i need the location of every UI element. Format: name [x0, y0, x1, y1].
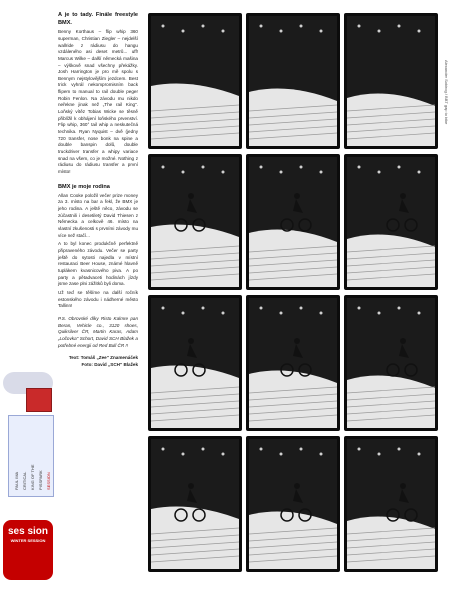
session-logo — [3, 520, 53, 580]
logo-subtext: WINTER SESSION — [10, 538, 46, 543]
photo-frame — [344, 295, 438, 431]
credit-photo: Foto: David „SCH" Blažek — [81, 361, 138, 367]
bmx-rider-photo — [249, 157, 337, 287]
thanks-note: P.S. Obrovské díky Risto Kalmre pan Beran, Vehicle co., 3120 shoes, Quiksilver ČR, Martin Karas, Adam „Ločovka" Schort, David SCH Blažek a potřebné energii od Red Bull ČR !! — [58, 315, 138, 348]
poster-tag: SESSION — [46, 472, 51, 490]
paragraph: Benny Korthaus – flip whip 360 superman, Christian Ziegler – nejdelší wallride z rádiusu do hangu vzdáleného asi deset metrů... uff! Marcus Wilke – další německá mašina – výškově snad všechny překážky. Josh Harrington je pro mě spolu s Bennym nejstylovějším jezdcem. Best trick vyhrál nekompromisním back flipem to manual to rail double peger Robin Fenlon. Na závodu mu nikdo neřekne jinak než „The rail King". Loňský vítěz Tobias Wicke se těsně přiblížil k obhájení loňského prvenství. Flip whip, 360° tail whip a neskutečná technika. Ryan Nyquist – dvě (jedny 720 transfer, nose bonk na spine a double banspin dolů, double truckdriver transfer a whipy variace snad na všem, co je možné. Nothing z rádiusu do rádiusu transfer a první místo! — [58, 29, 138, 174]
bmx-rider-photo — [347, 298, 435, 428]
photo-frame — [246, 154, 340, 290]
photo-frame — [344, 436, 438, 572]
poster-line: PAUL IMA — [14, 471, 19, 490]
photo-frame — [148, 295, 242, 431]
bmx-rider-photo — [151, 439, 239, 569]
paragraph: Allan Cooke položil večer prize money za 3. místo na bar a řekl, že BMX je jeho rodina. A ještě něco, závodu se zúčastnili i desetiletý David Thiesen z Německa a celkově 46. místo na vlastní zkušenosti s prvními závody mu více než stačí... — [58, 192, 138, 238]
bmx-rider-photo — [347, 16, 435, 146]
photo-frame — [148, 154, 242, 290]
paragraph: Už teď se těšíme na další ročník estonského závodu i nádherné město Tallinn! — [58, 289, 138, 309]
bmx-rider-photo — [347, 157, 435, 287]
photo-frame — [246, 436, 340, 572]
photo-frame — [344, 13, 438, 149]
photo-frame — [344, 154, 438, 290]
poster-line: CRITICAL — [22, 471, 27, 490]
photo-frame — [148, 436, 242, 572]
bmx-rider-photo — [151, 16, 239, 146]
paragraph: A to byl konec produkčně perfektně připraveného závodu. Večer se party ještě do sytosti najedla v místní restauraci Beer House, známé hlavně tuplákem kvasnicového piva. A po party a pětadvaceti hodinách jízdy jsme zase plni zážitků byli doma. — [58, 241, 138, 287]
bmx-rider-photo — [151, 157, 239, 287]
bmx-rider-photo — [249, 16, 337, 146]
logo-text: ses sion — [7, 526, 49, 537]
poster-line: KING OF THE — [30, 464, 35, 490]
event-poster-ad — [0, 370, 56, 600]
bmx-rider-photo — [151, 298, 239, 428]
bmx-rider-photo — [249, 439, 337, 569]
bmx-rider-photo — [249, 298, 337, 428]
credit-text: Text: Tomáš „Zee" Znamenáček — [68, 355, 138, 361]
section-heading-bmx-family: BMX je moje rodina — [58, 183, 110, 190]
article-text-column — [58, 4, 138, 369]
photo-caption-vertical: Alexander Sokirog / BBT gap to bike — [444, 60, 449, 125]
credits — [58, 355, 138, 368]
bmx-rider-photo — [347, 439, 435, 569]
red-bull-can-icon — [26, 388, 52, 412]
section-heading-finale: A je to tady. Finále freestyle BMX. — [58, 12, 138, 27]
photo-frame — [246, 13, 340, 149]
photo-frame — [148, 13, 242, 149]
poster-line: PISSPARK — [38, 470, 43, 490]
photo-frame — [246, 295, 340, 431]
